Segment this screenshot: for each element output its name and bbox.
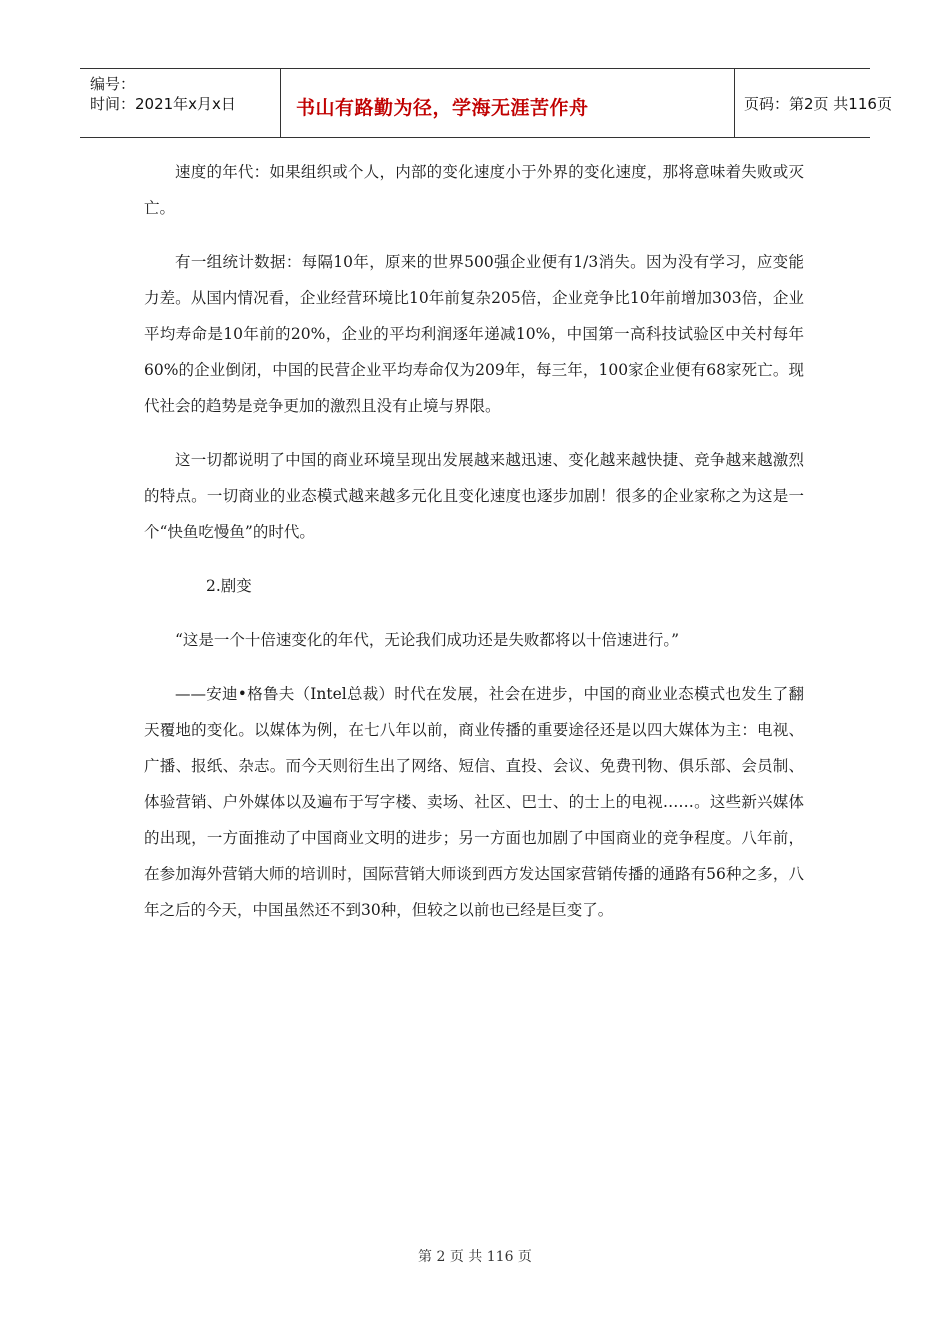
section-heading-drastic-change: 2.剧变 bbox=[206, 577, 252, 595]
header-meta bbox=[80, 69, 281, 137]
page-header bbox=[80, 68, 892, 138]
paragraph-business-environment: 这一切都说明了中国的商业环境呈现出发展越来越迅速、变化越来越快捷、竞争越来越激烈的特点。一切商业的业态模式越来越多元化且变化速度也逐步加剧！很多的企业家称之为这是一个“快鱼吃慢鱼”的时代。 bbox=[144, 451, 804, 541]
document-date-label: 时间：2021年x月x日 bbox=[90, 95, 236, 113]
paragraph-speed-era: 速度的年代：如果组织或个人，内部的变化速度小于外界的变化速度，那将意味着失败或灭亡。 bbox=[144, 163, 804, 217]
document-number-label: 编号： bbox=[90, 75, 136, 93]
paragraph-quote: “这是一个十倍速变化的年代，无论我们成功还是失败都将以十倍速进行。” bbox=[175, 631, 680, 649]
header-page-info: 页码：第2页 共116页 bbox=[744, 95, 892, 113]
header-page-cell bbox=[736, 69, 892, 137]
header-motto-cell bbox=[282, 69, 735, 137]
page-footer: 第 2 页 共 116 页 bbox=[418, 1249, 532, 1265]
paragraph-statistics: 有一组统计数据：每隔10年，原来的世界500强企业便有1/3消失。因为没有学习，应变能力差。从国内情况看，企业经营环境比10年前复杂205倍，企业竞争比10年前增加303倍，企业平均寿命是10年前的20%，企业的平均利润逐年递减10%，中国第一高科技试验区中关村每年60%的企业倒闭，中国的民营企业平均寿命仅为209年，每三年，100家企业便有68家死亡。现代社会的趋势是竞争更加的激烈且没有止境与界限。 bbox=[144, 253, 804, 415]
header-motto: 书山有路勤为径，学海无涯苦作舟 bbox=[296, 97, 589, 119]
document-body bbox=[144, 154, 804, 946]
paragraph-media-change: ——安迪•格鲁夫（Intel总裁）时代在发展，社会在进步，中国的商业业态模式也发生了翻天覆地的变化。以媒体为例，在七八年以前，商业传播的重要途径还是以四大媒体为主：电视、广播、报纸、杂志。而今天则衍生出了网络、短信、直投、会议、免费刊物、俱乐部、会员制、体验营销、户外媒体以及遍布于写字楼、卖场、社区、巴士、的士上的电视……。这些新兴媒体的出现，一方面推动了中国商业文明的进步；另一方面也加剧了中国商业的竞争程度。八年前，在参加海外营销大师的培训时，国际营销大师谈到西方发达国家营销传播的通路有56种之多，八年之后的今天，中国虽然还不到30种，但较之以前也已经是巨变了。 bbox=[144, 685, 804, 919]
